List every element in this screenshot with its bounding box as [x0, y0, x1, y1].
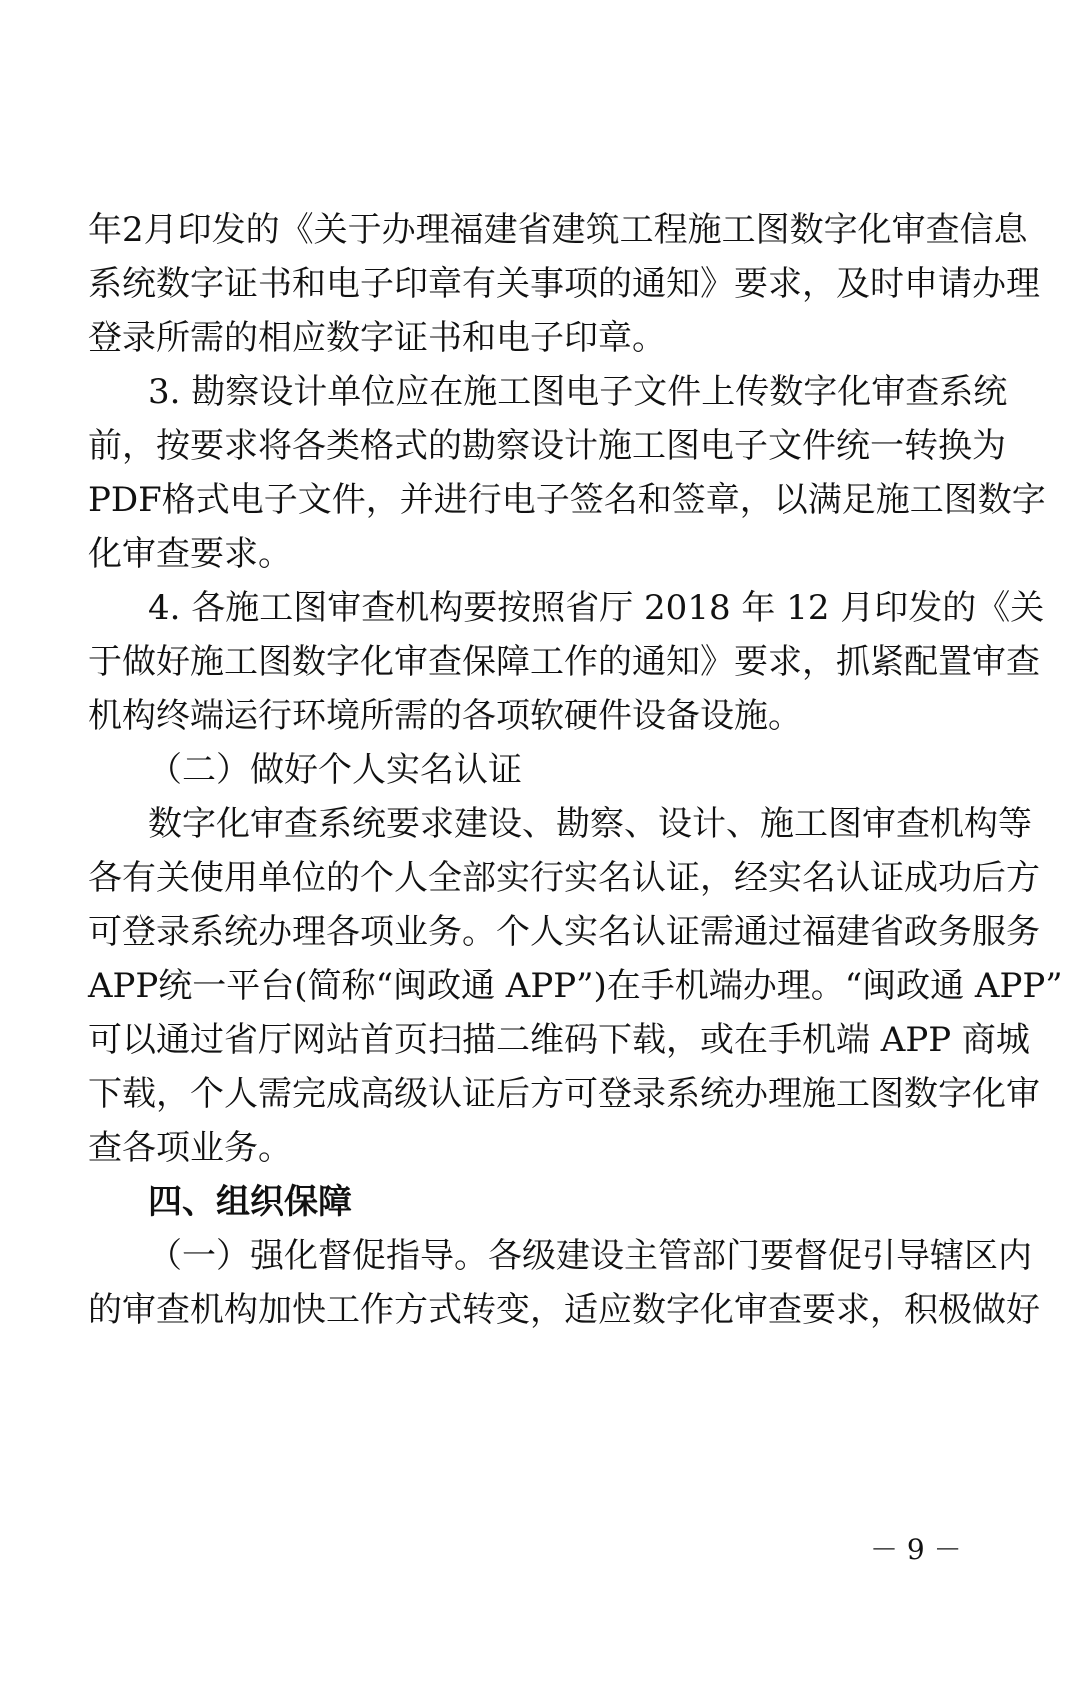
paragraph-line: 系统数字证书和电子印章有关事项的通知》要求，及时申请办理 [88, 264, 1040, 304]
paragraph-line: 前，按要求将各类格式的勘察设计施工图电子文件统一转换为 [88, 426, 1006, 466]
paragraph-line: 各有关使用单位的个人全部实行实名认证，经实名认证成功后方 [88, 858, 1040, 898]
section-heading: 四、组织保障 [148, 1182, 352, 1222]
paragraph-line: 4. 各施工图审查机构要按照省厅 2018 年 12 月印发的《关 [148, 588, 1045, 628]
paragraph-line: 年2月印发的《关于办理福建省建筑工程施工图数字化审查信息 [88, 210, 1028, 250]
paragraph-line: 查各项业务。 [88, 1128, 292, 1168]
paragraph-line: 3. 勘察设计单位应在施工图电子文件上传数字化审查系统 [148, 372, 1008, 412]
paragraph-line: 化审查要求。 [88, 534, 292, 574]
paragraph-line: 可以通过省厅网站首页扫描二维码下载，或在手机端 APP 商城 [88, 1020, 1030, 1060]
paragraph-line: （一）强化督促指导。各级建设主管部门要督促引导辖区内 [148, 1236, 1032, 1276]
subsection-heading: （二）做好个人实名认证 [148, 750, 522, 790]
paragraph-line: 的审查机构加快工作方式转变，适应数字化审查要求，积极做好 [88, 1290, 1040, 1330]
paragraph-line: 数字化审查系统要求建设、勘察、设计、施工图审查机构等 [148, 804, 1032, 844]
paragraph-line: 下载，个人需完成高级认证后方可登录系统办理施工图数字化审 [88, 1074, 1040, 1114]
page-number: － 9 － [870, 1533, 962, 1566]
paragraph-line: 可登录系统办理各项业务。个人实名认证需通过福建省政务服务 [88, 912, 1040, 952]
paragraph-line: PDF格式电子文件，并进行电子签名和签章，以满足施工图数字 [88, 480, 1046, 520]
paragraph-line: 于做好施工图数字化审查保障工作的通知》要求，抓紧配置审查 [88, 642, 1040, 682]
paragraph-line: 机构终端运行环境所需的各项软硬件设备设施。 [88, 696, 802, 736]
paragraph-line: APP统一平台(简称“闽政通 APP”)在手机端办理。“闽政通 APP” [88, 966, 1063, 1006]
paragraph-line: 登录所需的相应数字证书和电子印章。 [88, 318, 666, 358]
